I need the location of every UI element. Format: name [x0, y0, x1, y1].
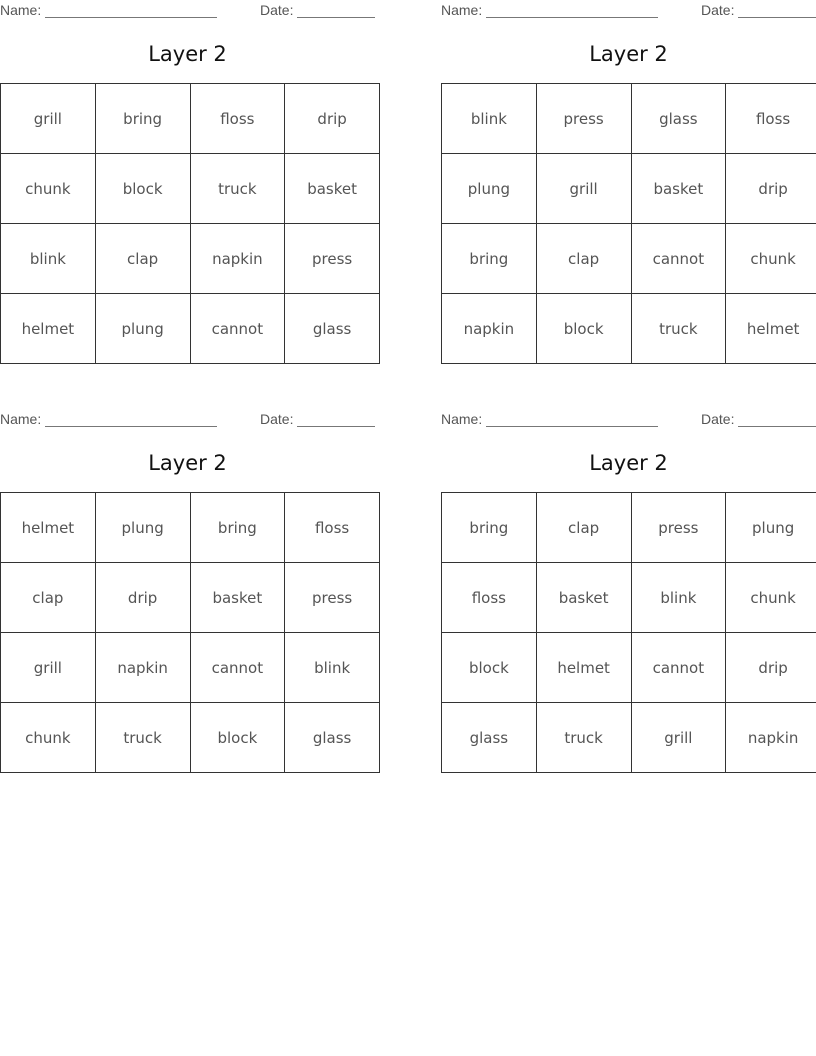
grid-cell: bring	[95, 84, 190, 154]
grid-cell: cannot	[631, 224, 726, 294]
grid-cell: helmet	[536, 633, 631, 703]
grid-row	[442, 633, 816, 703]
grid-cell: plung	[95, 493, 190, 563]
grid-cell: clap	[95, 224, 190, 294]
grid-cell: bring	[442, 224, 537, 294]
grid-cell: glass	[631, 84, 726, 154]
date-field-line	[738, 426, 816, 427]
card-header	[0, 409, 375, 431]
card-header	[0, 0, 375, 22]
grid-cell: drip	[726, 633, 816, 703]
grid-cell: grill	[1, 633, 96, 703]
bingo-card-1	[0, 0, 375, 338]
grid-cell: cannot	[631, 633, 726, 703]
grid-cell: napkin	[726, 703, 816, 773]
grid-cell: truck	[190, 154, 285, 224]
grid-cell: press	[285, 224, 380, 294]
name-label: Name:	[441, 411, 483, 427]
name-field-line	[45, 17, 217, 18]
grid-cell: chunk	[1, 154, 96, 224]
grid-cell: helmet	[1, 294, 96, 364]
grid-row	[1, 154, 380, 224]
grid-cell: press	[536, 84, 631, 154]
grid-cell: napkin	[190, 224, 285, 294]
name-field-line	[486, 17, 658, 18]
word-grid	[441, 492, 816, 773]
grid-row	[442, 84, 816, 154]
bingo-card-3	[0, 409, 375, 747]
card-title: Layer 2	[148, 42, 227, 66]
bingo-card-2	[441, 0, 816, 338]
grid-row	[442, 154, 816, 224]
name-label: Name:	[441, 2, 483, 18]
date-label: Date:	[701, 411, 735, 427]
grid-row	[1, 294, 380, 364]
grid-cell: floss	[442, 563, 537, 633]
grid-row	[1, 633, 380, 703]
grid-row	[1, 563, 380, 633]
grid-row	[442, 493, 816, 563]
date-field-line	[738, 17, 816, 18]
grid-row	[442, 224, 816, 294]
grid-row	[1, 493, 380, 563]
grid-cell: clap	[536, 224, 631, 294]
date-label: Date:	[701, 2, 735, 18]
grid-cell: truck	[631, 294, 726, 364]
grid-cell: floss	[726, 84, 816, 154]
grid-cell: chunk	[726, 224, 816, 294]
grid-row	[442, 294, 816, 364]
grid-cell: basket	[631, 154, 726, 224]
card-header	[441, 0, 816, 22]
grid-cell: helmet	[1, 493, 96, 563]
grid-cell: bring	[190, 493, 285, 563]
grid-cell: block	[536, 294, 631, 364]
grid-cell: chunk	[726, 563, 816, 633]
name-field-line	[45, 426, 217, 427]
grid-cell: bring	[442, 493, 537, 563]
grid-cell: clap	[1, 563, 96, 633]
grid-cell: clap	[536, 493, 631, 563]
grid-cell: block	[95, 154, 190, 224]
word-grid	[0, 492, 380, 773]
grid-cell: basket	[536, 563, 631, 633]
grid-cell: drip	[726, 154, 816, 224]
card-title: Layer 2	[148, 451, 227, 475]
grid-cell: block	[190, 703, 285, 773]
grid-cell: drip	[95, 563, 190, 633]
card-title: Layer 2	[589, 451, 668, 475]
date-label: Date:	[260, 411, 294, 427]
grid-row	[1, 224, 380, 294]
card-title: Layer 2	[589, 42, 668, 66]
date-field-line	[297, 426, 375, 427]
grid-cell: floss	[190, 84, 285, 154]
name-label: Name:	[0, 411, 42, 427]
grid-cell: napkin	[442, 294, 537, 364]
grid-cell: chunk	[1, 703, 96, 773]
word-grid	[0, 83, 380, 364]
grid-cell: grill	[536, 154, 631, 224]
grid-row	[1, 703, 380, 773]
grid-cell: glass	[285, 294, 380, 364]
name-label: Name:	[0, 2, 42, 18]
date-label: Date:	[260, 2, 294, 18]
grid-cell: plung	[442, 154, 537, 224]
grid-cell: helmet	[726, 294, 816, 364]
grid-row	[442, 563, 816, 633]
grid-cell: blink	[1, 224, 96, 294]
grid-cell: truck	[95, 703, 190, 773]
grid-cell: basket	[190, 563, 285, 633]
word-grid	[441, 83, 816, 364]
grid-cell: glass	[442, 703, 537, 773]
date-field-line	[297, 17, 375, 18]
grid-row	[442, 703, 816, 773]
grid-cell: plung	[726, 493, 816, 563]
grid-cell: press	[285, 563, 380, 633]
grid-cell: napkin	[95, 633, 190, 703]
grid-cell: truck	[536, 703, 631, 773]
grid-cell: cannot	[190, 294, 285, 364]
grid-cell: glass	[285, 703, 380, 773]
grid-cell: drip	[285, 84, 380, 154]
name-field-line	[486, 426, 658, 427]
grid-cell: blink	[442, 84, 537, 154]
grid-cell: press	[631, 493, 726, 563]
grid-row	[1, 84, 380, 154]
grid-cell: cannot	[190, 633, 285, 703]
grid-cell: basket	[285, 154, 380, 224]
grid-cell: blink	[285, 633, 380, 703]
card-header	[441, 409, 816, 431]
grid-cell: floss	[285, 493, 380, 563]
bingo-card-4	[441, 409, 816, 747]
grid-cell: blink	[631, 563, 726, 633]
grid-cell: grill	[1, 84, 96, 154]
grid-cell: block	[442, 633, 537, 703]
grid-cell: plung	[95, 294, 190, 364]
grid-cell: grill	[631, 703, 726, 773]
